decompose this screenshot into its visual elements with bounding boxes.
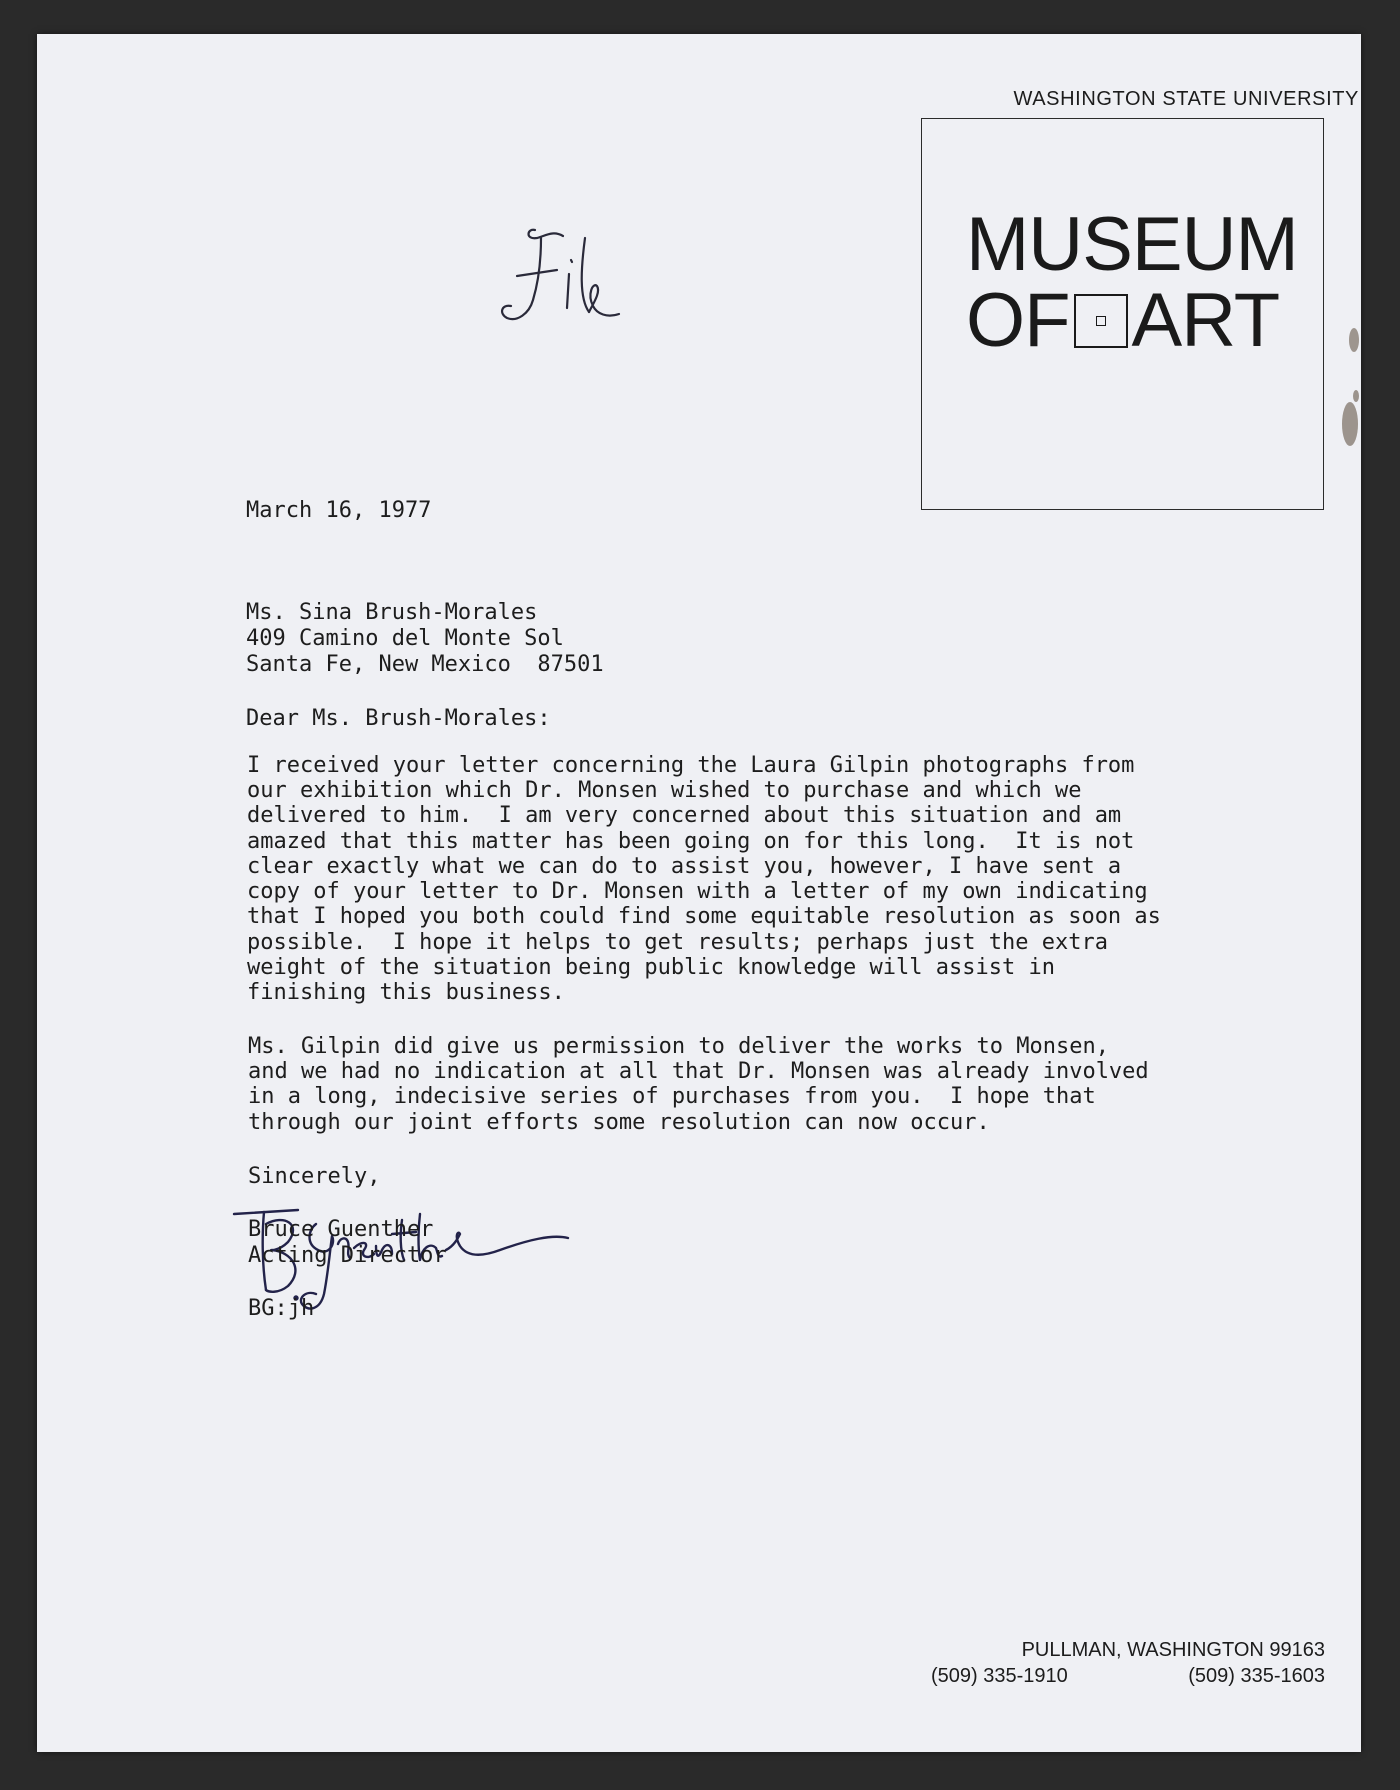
- logo-line-of-art: [966, 278, 1280, 363]
- paragraph-line: through our joint efforts some resolution can now occur.: [248, 1110, 990, 1135]
- paragraph-line: copy of your letter to Dr. Monsen with a letter of my own indicating: [247, 879, 1148, 904]
- letter-date: March 16, 1977: [246, 498, 432, 523]
- recipient-city: Santa Fe, New Mexico 87501: [246, 652, 604, 677]
- paragraph-line: delivered to him. I am very concerned about this situation and am: [247, 803, 1122, 828]
- signer-title: Acting Director: [248, 1243, 447, 1268]
- letter-page: [37, 34, 1361, 1752]
- logo-line-museum: MUSEUM: [966, 202, 1298, 287]
- museum-logo: [921, 118, 1324, 510]
- footer-phone-1: (509) 335-1910: [931, 1665, 1068, 1687]
- footer-phone-2: (509) 335-1603: [1188, 1665, 1325, 1687]
- paragraph-line: Ms. Gilpin did give us permission to deliver the works to Monsen,: [248, 1034, 1109, 1059]
- paragraph-line: amazed that this matter has been going on for this long. It is not: [247, 829, 1135, 854]
- closing: Sincerely,: [248, 1164, 381, 1189]
- signer-name: Bruce Guenther: [248, 1217, 434, 1242]
- handwritten-file-note: [497, 218, 627, 338]
- paragraph-line: clear exactly what we can do to assist you, however, I have sent a: [247, 854, 1122, 879]
- university-name: WASHINGTON STATE UNIVERSITY: [1013, 88, 1359, 110]
- paragraph-line: that I hoped you both could find some equitable resolution as soon as: [247, 904, 1161, 929]
- logo-word-of: OF: [966, 278, 1070, 363]
- paper-stain: [1340, 304, 1362, 474]
- paragraph-line: I received your letter concerning the Laura Gilpin photographs from: [247, 753, 1135, 778]
- paragraph-line: our exhibition which Dr. Monsen wished to purchase and which we: [247, 778, 1082, 803]
- paragraph-line: weight of the situation being public knowledge will assist in: [247, 955, 1055, 980]
- paragraph-line: in a long, indecisive series of purchases from you. I hope that: [248, 1084, 1096, 1109]
- salutation: Dear Ms. Brush-Morales:: [246, 706, 551, 731]
- recipient-street: 409 Camino del Monte Sol: [246, 626, 564, 651]
- paragraph-line: possible. I hope it helps to get results; perhaps just the extra: [247, 930, 1108, 955]
- paragraph-line: finishing this business.: [247, 980, 565, 1005]
- square-logo-icon: [1074, 294, 1128, 348]
- recipient-name: Ms. Sina Brush-Morales: [246, 600, 538, 625]
- footer-city: PULLMAN, WASHINGTON 99163: [1021, 1639, 1325, 1661]
- typist-initials: BG:jh: [248, 1296, 315, 1321]
- paragraph-line: and we had no indication at all that Dr. Monsen was already involved: [248, 1059, 1149, 1084]
- logo-word-art: ART: [1131, 278, 1280, 363]
